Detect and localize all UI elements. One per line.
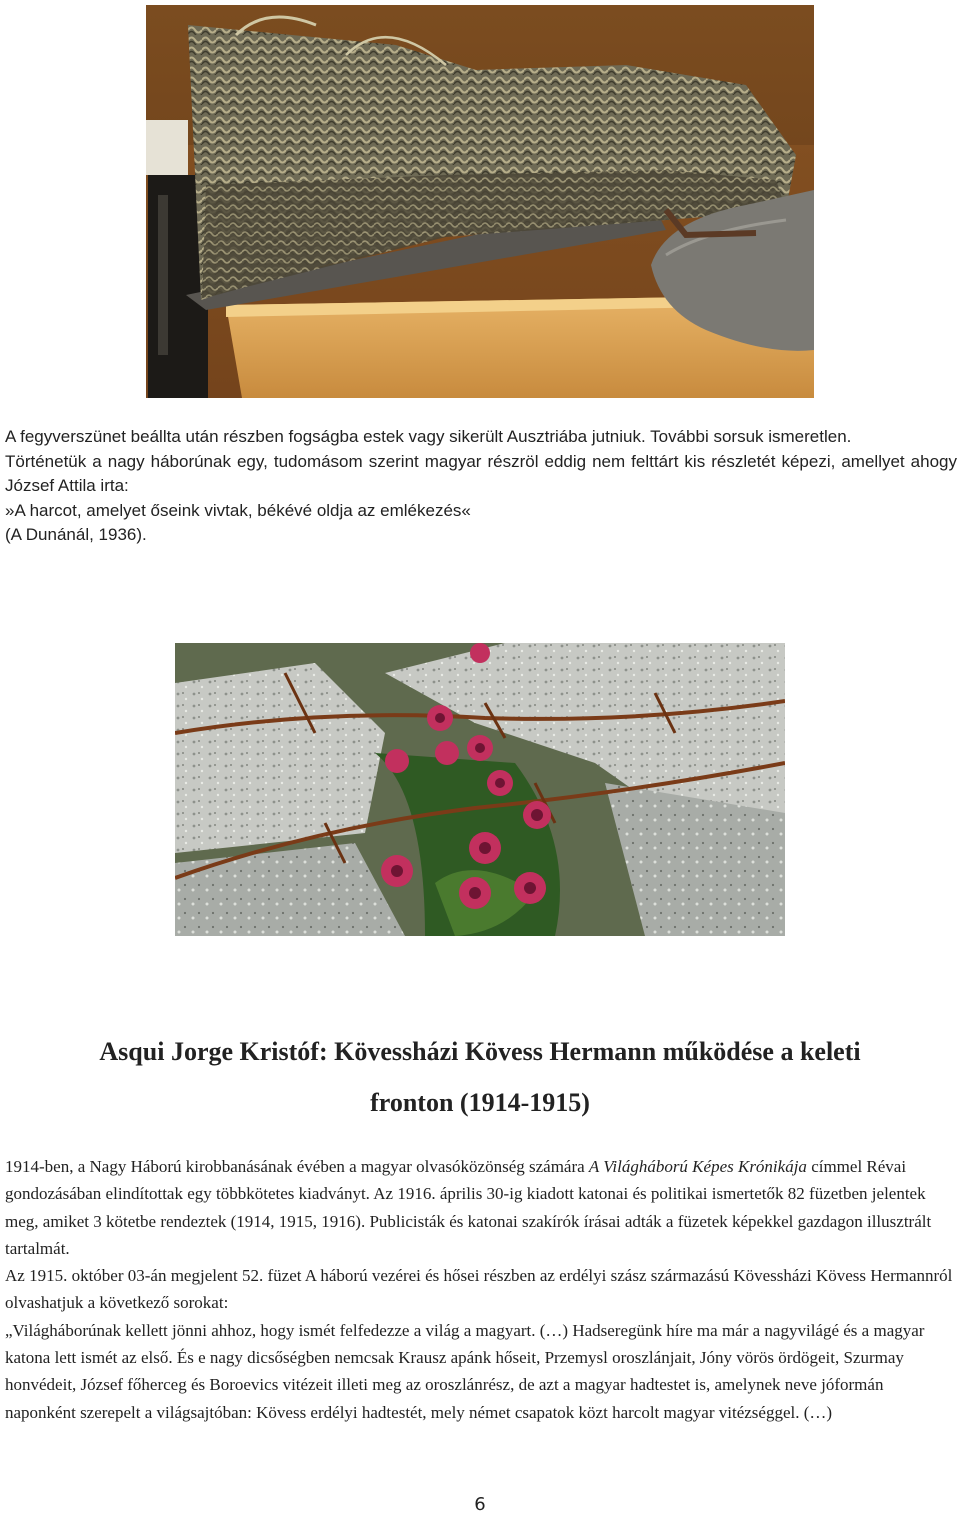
intro-paragraph-2: Történetük a nagy háborúnak egy, tudomásom szerint magyar részröl eddig nem felttárt kis részletét képezi, amellyet ahogy József Attila irta: — [5, 451, 957, 495]
intro-citation: (A Dunánál, 1936). — [5, 525, 147, 544]
article-paragraph-1-start: 1914-ben, a Nagy Háború kirobbanásának évében a magyar olvasóközönség számára — [5, 1157, 589, 1176]
barbed-wire-flowers-photo — [175, 643, 785, 936]
article-paragraph-1-rest: címmel Révai gondozásában elindítottak egy többkötetes kiadványt. Az 1916. április 30-ig kiadott katonai és politikai ismertetők 82 füzetben jelentek meg, amiket 3 kötetbe rendeztek (1914, 1915, 1916). Publicisták és katonai szakírók írásai adták a füzetek képekkel gazdagon illusztrált tartalmát. — [5, 1157, 932, 1258]
article-title-line-1: Asqui Jorge Kristóf: Kövessházi Kövess Hermann működése a keleti — [99, 1037, 861, 1066]
article-title-line-2: fronton (1914-1915) — [370, 1088, 590, 1117]
article-paragraph-1 — [5, 1153, 956, 1262]
intro-text — [5, 425, 957, 548]
publication-title: A Világháború Képes Krónikája — [588, 1157, 807, 1176]
page-number: 6 — [474, 1494, 486, 1515]
intro-paragraph-1: A fegyverszünet beállta után részben fogságba estek vagy sikerült Ausztriába jutniuk. További sorsuk ismeretlen. — [5, 427, 852, 446]
woven-straw-shoe-photo — [146, 5, 814, 398]
article-paragraph-2: Az 1915. október 03-án megjelent 52. füzet A háború vezérei és hősei részben az erdélyi szász származású Kövessházi Kövess Hermannról olvashatjuk a következő sorokat: — [5, 1266, 953, 1313]
article-quote: „Világháborúnak kellett jönni ahhoz, hogy ismét felfedezze a világ a magyart. (…) Hadseregünk híre ma már a nagyvilágé és a magyar katona lett ismét az első. És e nagy dicsőségben nemcsak Krausz apánk hőseit, Przemysl oroszlánjait, Jóny vörös ördögeit, Szurmay honvédeit, József főherceg és Boroevics vitézeit illeti meg az oroszlánrész, de azt a magyar hadtestet is, amelynek neve jóformán naponként szerepelt a világsajtóban: Kövess erdélyi hadtestét, mely német csapatok közt harcolt magyar vitézséggel. (…) — [5, 1320, 925, 1422]
article-body — [5, 1153, 956, 1426]
intro-quote: »A harcot, amelyet őseink vivtak, békévé oldja az emlékezés« — [5, 500, 471, 520]
